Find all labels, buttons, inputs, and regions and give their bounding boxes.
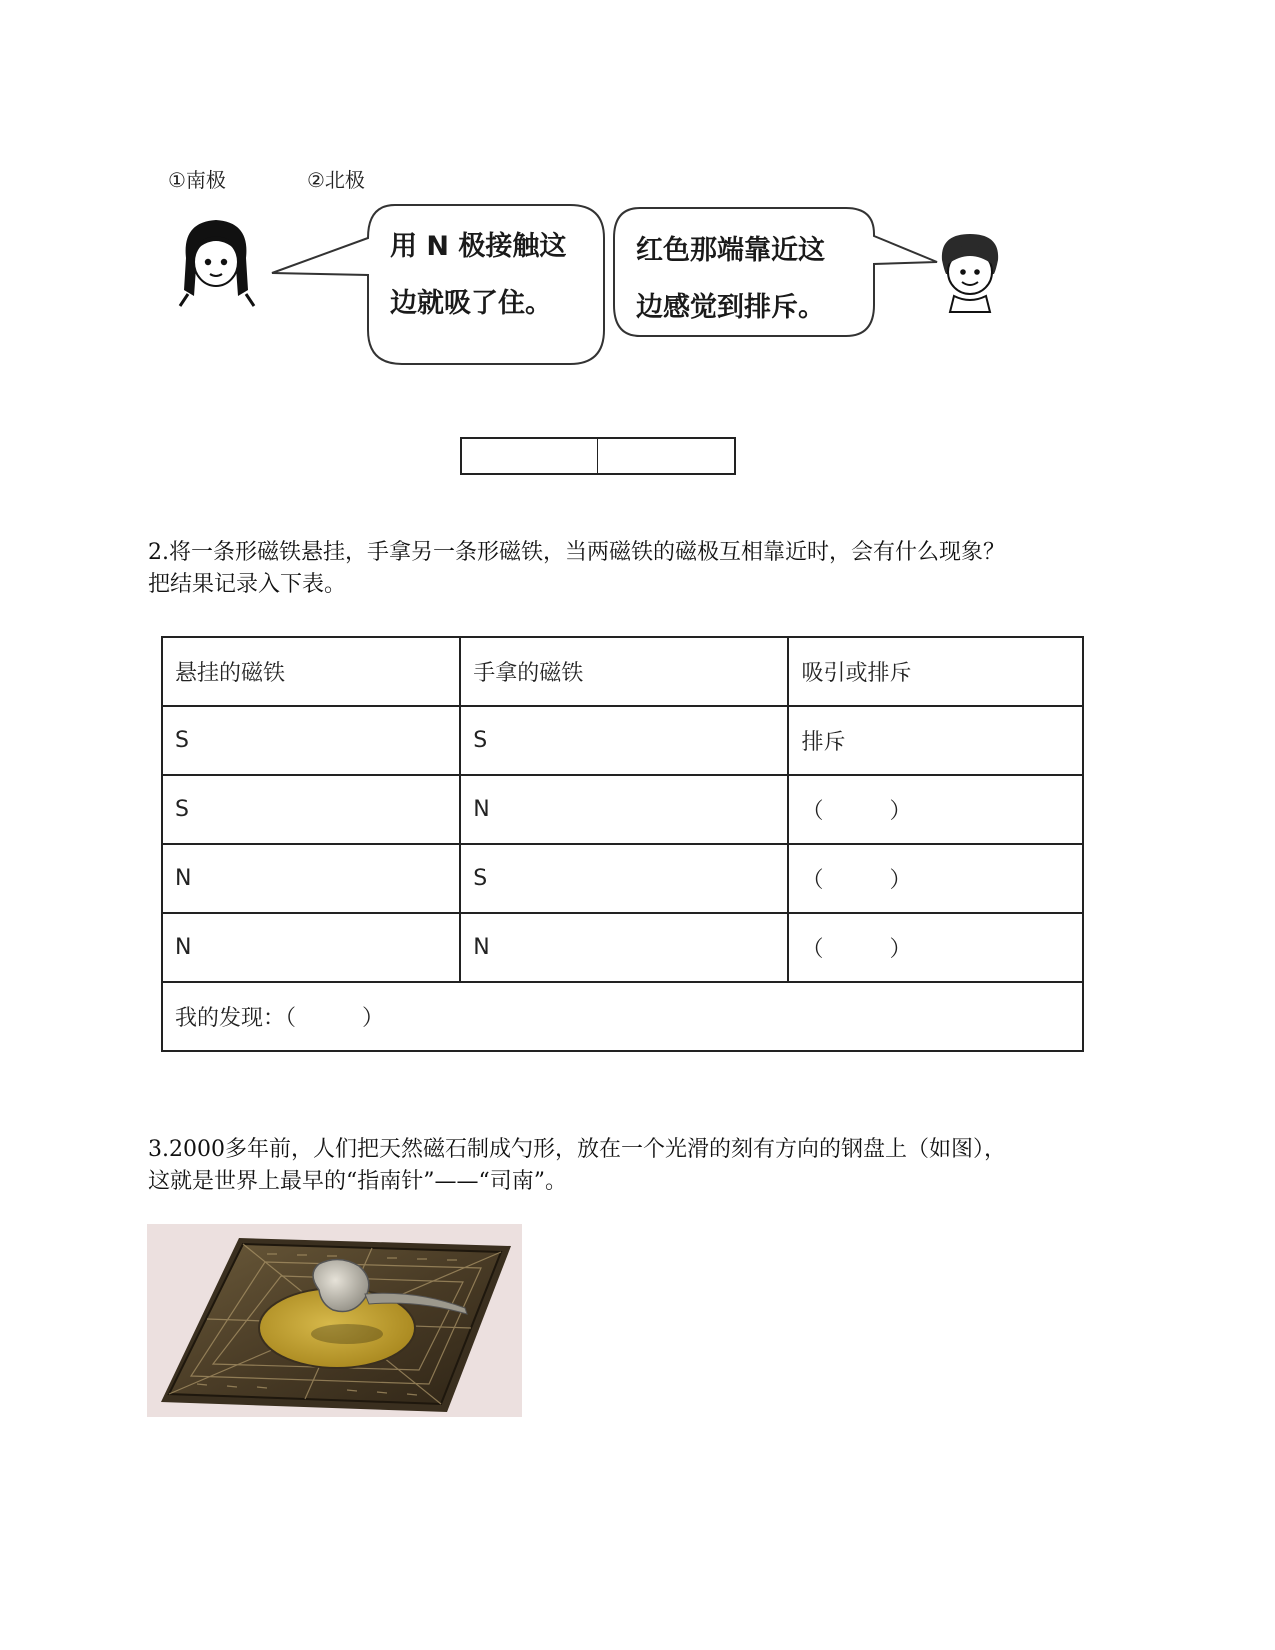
finding-cell[interactable]: 我的发现：（ ） xyxy=(162,982,1083,1051)
table-cell: N xyxy=(460,775,788,844)
table-answer-cell[interactable]: （ ） xyxy=(788,913,1083,982)
table-cell: 排斥 xyxy=(788,706,1083,775)
table-cell: S xyxy=(460,844,788,913)
table-header-row xyxy=(162,637,1083,706)
table-header-cell: 吸引或排斥 xyxy=(788,637,1083,706)
table-answer-cell[interactable]: （ ） xyxy=(788,844,1083,913)
question-3-line-1: 3.2000多年前，人们把天然磁石制成勺形，放在一个光滑的刻有方向的钢盘上（如图）， xyxy=(148,1137,1006,1162)
question-3-text xyxy=(148,1134,1148,1198)
table-cell: N xyxy=(162,913,460,982)
answer-box-1[interactable] xyxy=(460,437,598,475)
question-2-line-2: 把结果记录入下表。 xyxy=(148,572,347,597)
boy-bubble-line-1: 红色那端靠近这 xyxy=(636,235,825,266)
sinan-compass-image xyxy=(147,1224,522,1417)
question-2-line-1: 2.将一条形磁铁悬挂，手拿另一条形磁铁，当两磁铁的磁极互相靠近时，会有什么现象？ xyxy=(148,540,1005,565)
answer-box-2[interactable] xyxy=(597,437,736,475)
boy-bubble-line-2: 边感觉到排斥。 xyxy=(636,292,825,323)
table-row xyxy=(162,913,1083,982)
table-cell: S xyxy=(460,706,788,775)
table-header-cell: 悬挂的磁铁 xyxy=(162,637,460,706)
table-cell: S xyxy=(162,706,460,775)
option-south-pole: ①南极 xyxy=(168,168,226,192)
table-row xyxy=(162,844,1083,913)
table-cell: N xyxy=(162,844,460,913)
question-3-line-2: 这就是世界上最早的“指南针”——“司南”。 xyxy=(148,1169,567,1194)
record-table xyxy=(161,636,1084,1052)
table-answer-cell[interactable]: （ ） xyxy=(788,775,1083,844)
girl-bubble-line-2: 边就吸了住。 xyxy=(390,288,552,319)
girl-bubble-text xyxy=(390,218,595,332)
option-north-pole: ②北极 xyxy=(307,168,365,192)
girl-bubble-line-1: 用 N 极接触这 xyxy=(390,231,567,262)
table-cell: N xyxy=(460,913,788,982)
table-finding-row xyxy=(162,982,1083,1051)
table-row xyxy=(162,706,1083,775)
table-cell: S xyxy=(162,775,460,844)
question-2-text xyxy=(148,537,1148,601)
table-header-cell: 手拿的磁铁 xyxy=(460,637,788,706)
boy-bubble-text xyxy=(636,222,871,336)
table-row xyxy=(162,775,1083,844)
